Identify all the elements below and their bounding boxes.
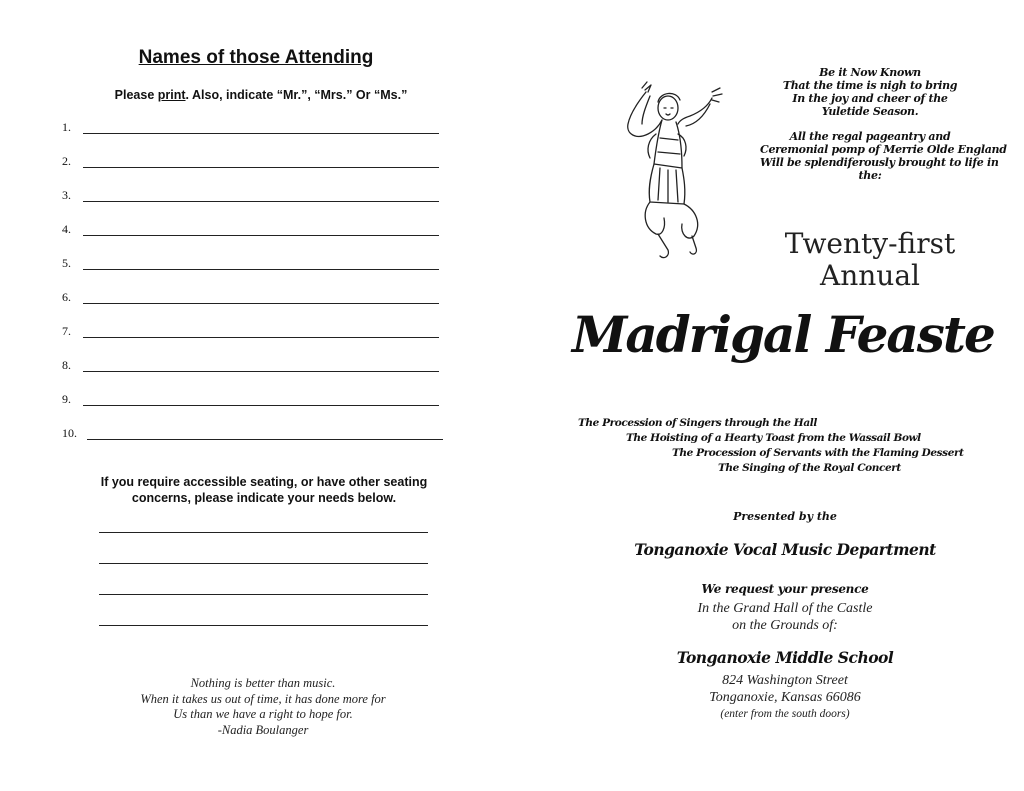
intro-line: In the joy and cheer of the <box>792 92 948 105</box>
quote-line: When it takes us out of time, it has done more for <box>140 691 386 706</box>
address-line: Tonganoxie, Kansas 66086 <box>709 690 861 705</box>
line-number: 2. <box>62 154 71 168</box>
edition-line: Twenty-first <box>784 227 956 260</box>
quote-line: Us than we have a right to hope for. <box>173 707 353 721</box>
intro-line: the: <box>858 169 882 182</box>
location-line: on the Grounds of: <box>732 618 838 633</box>
event-title: Madrigal Feaste <box>572 305 994 364</box>
quote-attribution: -Nadia Boulanger <box>217 722 309 737</box>
school-name: Tonganoxie Middle School <box>676 648 894 667</box>
write-line[interactable] <box>83 405 439 406</box>
program-item: The Hoisting of a Hearty Toast from the Wassail Bowl <box>626 432 921 444</box>
attendees-heading: Names of those Attending <box>138 47 374 68</box>
write-line[interactable] <box>83 269 439 270</box>
line-number: 1. <box>62 120 71 134</box>
line-number: 4. <box>62 222 71 236</box>
line-number: 5. <box>62 256 71 270</box>
seating-write-line[interactable] <box>99 594 428 595</box>
quote-line: Nothing is better than music. <box>190 676 336 690</box>
write-line[interactable] <box>83 337 439 338</box>
line-number: 9. <box>62 392 71 406</box>
program-item: The Procession of Servants with the Flaming Dessert <box>672 447 964 459</box>
intro-line: Yuletide Season. <box>821 105 919 118</box>
school-address <box>600 672 970 706</box>
write-line[interactable] <box>83 303 439 304</box>
write-line[interactable] <box>87 439 443 440</box>
line-number: 8. <box>62 358 71 372</box>
jester-dancer-icon <box>612 78 732 268</box>
department-name: Tonganoxie Vocal Music Department <box>634 540 936 559</box>
line-number: 7. <box>62 324 71 338</box>
intro-line: That the time is nigh to bring <box>782 79 958 92</box>
program-item: The Singing of the Royal Concert <box>718 462 901 474</box>
request-presence: We request your presence <box>701 582 869 596</box>
write-line[interactable] <box>83 133 439 134</box>
annual-line: Annual <box>820 259 920 292</box>
instruction-post: . Also, indicate “Mr.”, “Mrs.” Or “Ms.” <box>185 88 408 102</box>
print-instruction <box>0 88 522 102</box>
instruction-pre: Please <box>114 88 158 102</box>
address-line: 824 Washington Street <box>722 673 848 688</box>
instruction-print-word: print <box>157 88 186 102</box>
entrance-note: (enter from the south doors) <box>720 708 850 720</box>
location-text <box>600 600 970 634</box>
line-number: 10. <box>62 426 77 440</box>
music-quote <box>110 676 416 738</box>
write-line[interactable] <box>83 235 439 236</box>
write-line[interactable] <box>83 167 439 168</box>
intro-line: Will be splendiferously brought to life in <box>760 156 999 169</box>
seating-note: If you require accessible seating, or have other seating concerns, please indicate your needs below. <box>100 475 428 505</box>
intro-proclamation <box>760 66 1007 182</box>
intro-line: All the regal pageantry and <box>789 130 951 143</box>
line-number: 6. <box>62 290 71 304</box>
write-line[interactable] <box>83 201 439 202</box>
write-line[interactable] <box>83 371 439 372</box>
intro-line: Be it Now Known <box>819 66 921 79</box>
line-number: 3. <box>62 188 71 202</box>
intro-line: Ceremonial pomp of Merrie Olde England <box>760 143 1007 156</box>
presented-by: Presented by the <box>733 510 837 523</box>
event-edition <box>760 228 980 292</box>
location-line: In the Grand Hall of the Castle <box>697 601 873 616</box>
seating-write-line[interactable] <box>99 563 428 564</box>
program-item: The Procession of Singers through the Hall <box>578 417 817 429</box>
seating-write-line[interactable] <box>99 532 428 533</box>
seating-write-line[interactable] <box>99 625 428 626</box>
